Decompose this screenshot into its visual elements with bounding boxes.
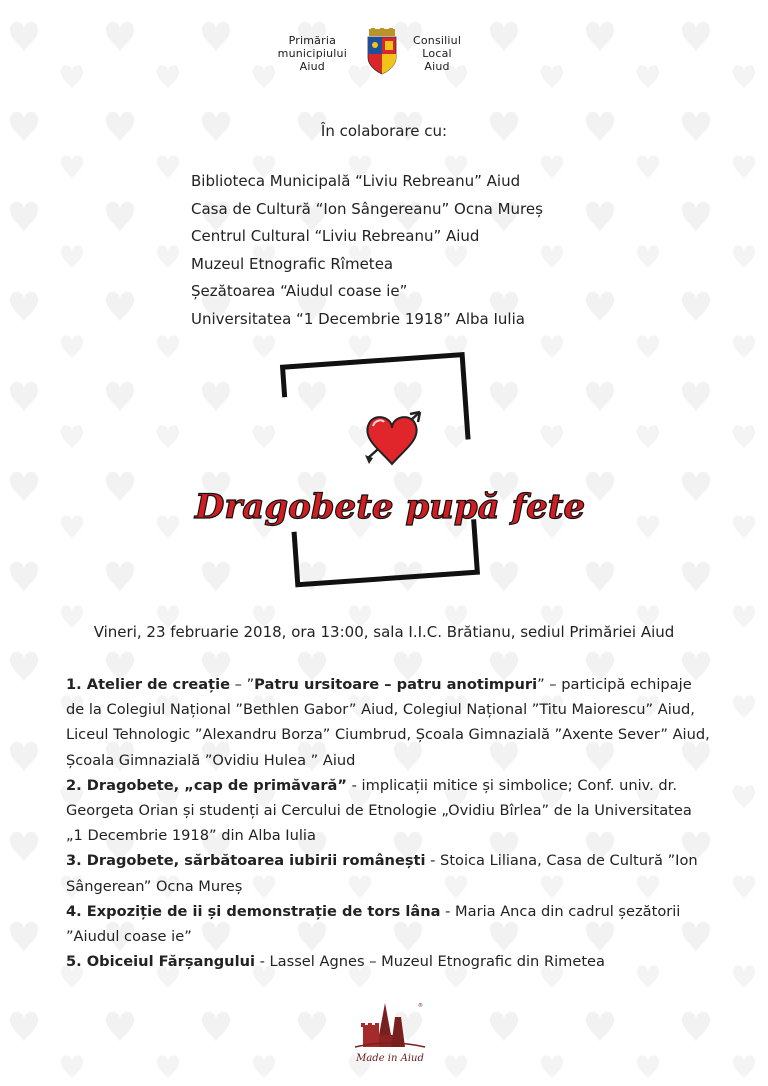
program-item: [66, 848, 710, 898]
org-right-line-3: Aiud: [424, 60, 450, 73]
org-right-line-2: Local: [422, 47, 452, 60]
partner-item: Biblioteca Municipală “Liviu Rebreanu” Aiud: [191, 172, 521, 190]
partner-item: Casa de Cultură “Ion Sângereanu” Ocna Mureș: [191, 199, 543, 218]
org-left-line-2: municipiului: [277, 47, 347, 60]
partner-item: Universitatea “1 Decembrie 1918” Alba Iulia: [191, 309, 525, 328]
program-item-text: ” – participă echipaje de la Colegiul Național ”Bethlen Gabor” Aiud, Colegiul Național ”Titu Maiorescu” Aiud, Liceul Tehnologic ”Alexandru Borza” Ciumbrud, Școala Gimnazială ”Axente Sever” Aiud, Școala Gimnazială ”Ovidiu Hulea ” Aiud: [66, 676, 710, 769]
program-item-title: 5. Obiceiul Fărșangului: [66, 953, 255, 971]
event-logo: [170, 350, 610, 590]
partner-list: [191, 168, 543, 333]
partner-item: Muzeul Etnografic Rîmetea: [191, 254, 394, 273]
program-item: [66, 773, 710, 849]
org-right-line-1: Consiliul: [413, 34, 462, 47]
event-details: Vineri, 23 februarie 2018, ora 13:00, sala I.I.C. Brătianu, sediul Primăriei Aiud: [93, 623, 675, 641]
collaboration-title: În colaborare cu:: [320, 122, 448, 140]
org-left-line-3: Aiud: [299, 60, 325, 73]
program-item-title: 4. Expoziție de ii și demonstrație de tors lâna: [66, 902, 441, 920]
partner-item: Centrul Cultural “Liviu Rebreanu” Aiud: [191, 227, 480, 245]
program-item-subtitle: Patru ursitoare – patru anotimpuri: [254, 676, 538, 693]
program-item: [66, 899, 710, 949]
frame-icon: [283, 355, 478, 585]
partner-item: Șezătoarea “Aiudul coase ie”: [191, 282, 408, 300]
local-council-name: [413, 34, 461, 73]
program-list: [66, 672, 710, 974]
program-item-text: - Maria Anca din cadrul șezătorii ”Aiudul coase ie”: [66, 902, 681, 946]
coat-of-arms-icon: [365, 28, 399, 76]
made-in-aiud-castle-icon: [335, 995, 445, 1070]
city-hall-name: [278, 34, 347, 73]
program-item-title: 1. Atelier de creație: [66, 676, 231, 693]
event-title: Dragobete pupă fete: [194, 487, 586, 527]
registered-mark-icon: ®: [418, 1003, 423, 1009]
footer-logo-text: Made in Aiud: [356, 1053, 424, 1064]
heart-arrow-icon: [365, 412, 420, 464]
program-item-text: - Lassel Agnes – Muzeul Etnografic din Rimetea: [254, 953, 605, 971]
program-item-title: 2. Dragobete, „cap de primăvară”: [66, 776, 347, 794]
program-item-title: 3. Dragobete, sărbătoarea iubirii românești: [66, 852, 426, 870]
program-item-text: – ”: [230, 676, 255, 693]
program-item-text: - Stoica Liliana, Casa de Cultură ”Ion Sângerean” Ocna Mureș: [66, 852, 698, 895]
program-item-text: - implicații mitice și simbolice; Conf. univ. dr. Georgeta Orian și studenți ai Cercului de Etnologie „Ovidiu Bîrlea” de la Universitatea „1 Decembrie 1918” din Alba Iulia: [66, 776, 692, 845]
program-item: [66, 672, 710, 773]
program-item: [66, 949, 710, 974]
header: [0, 28, 768, 88]
org-left-line-1: Primăria: [288, 34, 337, 47]
